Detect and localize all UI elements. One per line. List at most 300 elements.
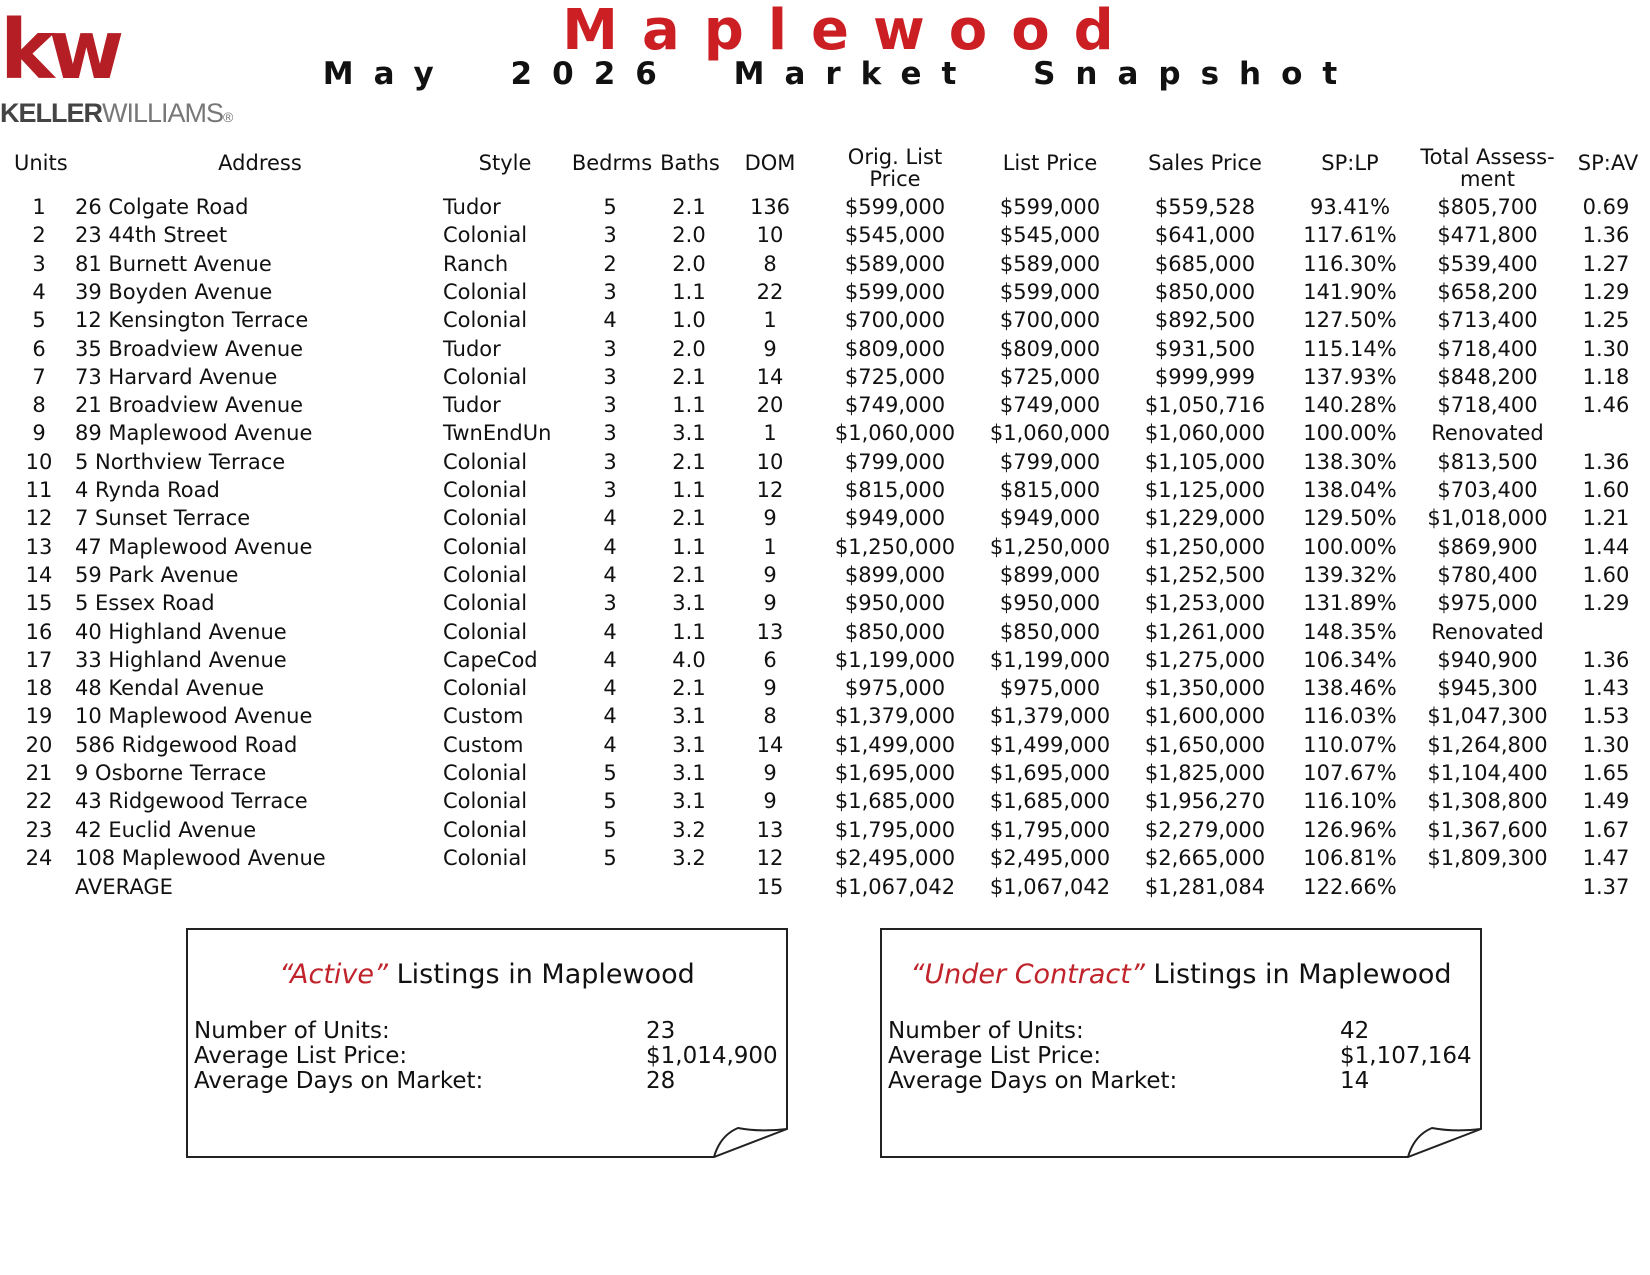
sp-av-cell: 1.30 [1582, 336, 1630, 361]
sp-lp-cell: 129.50% [1303, 506, 1397, 531]
sales-price-cell: $1,125,000 [1144, 478, 1266, 502]
under-contract-price-value: $1,107,164 [1340, 1043, 1472, 1069]
list-price-cell: $809,000 [999, 336, 1101, 361]
sales-price-cell: $2,665,000 [1144, 845, 1266, 870]
assessment-cell: Renovated [1431, 619, 1544, 644]
table-row [0, 504, 1650, 532]
col-header-assessment-line1: Total Assess- [1420, 145, 1555, 169]
style-cell: Colonial [443, 449, 528, 474]
orig-list-price-cell: $749,000 [844, 393, 946, 418]
sp-lp-cell: 116.03% [1303, 704, 1397, 729]
assessment-cell: $1,104,400 [1427, 761, 1548, 785]
orig-list-price-cell: $700,000 [844, 308, 946, 333]
sales-price-cell: $2,279,000 [1144, 817, 1266, 842]
table-row [0, 787, 1650, 815]
sales-price-cell: $1,350,000 [1144, 676, 1266, 701]
bedrooms-cell: 4 [603, 534, 617, 559]
style-cell: Colonial [443, 364, 528, 389]
style-cell: Colonial [443, 845, 528, 870]
average-sp-av: 1.37 [1582, 875, 1630, 899]
style-cell: Colonial [443, 761, 528, 785]
assessment-cell: $848,200 [1437, 364, 1538, 389]
kw-logo-mark: kw [0, 3, 119, 98]
unit-cell: 3 [32, 251, 46, 276]
table-row [0, 363, 1650, 391]
active-units-value: 23 [646, 1018, 676, 1044]
sales-price-cell: $1,105,000 [1144, 449, 1266, 474]
style-cell: Colonial [443, 308, 528, 333]
unit-cell: 11 [25, 478, 53, 502]
address-cell: 73 Harvard Avenue [75, 364, 278, 389]
baths-cell: 1.1 [672, 478, 706, 502]
table-row [0, 221, 1650, 249]
orig-list-price-cell: $599,000 [844, 195, 946, 219]
unit-cell: 4 [32, 279, 46, 304]
sp-lp-cell: 126.96% [1303, 817, 1397, 842]
orig-list-price-cell: $1,199,000 [834, 647, 956, 672]
baths-cell: 3.2 [672, 845, 706, 870]
sp-av-cell: 1.49 [1582, 789, 1630, 814]
table-row [0, 844, 1650, 872]
list-price-cell: $589,000 [999, 251, 1101, 276]
sales-price-cell: $931,500 [1154, 336, 1256, 361]
sp-lp-cell: 117.61% [1303, 223, 1397, 248]
sp-lp-cell: 107.67% [1303, 761, 1397, 785]
style-cell: Custom [443, 704, 524, 729]
list-price-cell: $975,000 [999, 676, 1101, 701]
orig-list-price-cell: $949,000 [844, 506, 946, 531]
list-price-cell: $950,000 [999, 591, 1101, 616]
table-row [0, 476, 1650, 504]
list-price-cell: $599,000 [999, 279, 1101, 304]
bedrooms-cell: 3 [603, 279, 617, 304]
dom-cell: 9 [763, 591, 777, 616]
assessment-cell: $471,800 [1437, 223, 1538, 248]
orig-list-price-cell: $1,250,000 [834, 534, 956, 559]
sales-price-cell: $559,528 [1154, 195, 1256, 219]
list-price-cell: $1,379,000 [989, 704, 1111, 729]
col-header-assessment-line2: ment [1460, 167, 1515, 191]
sales-price-cell: $1,250,000 [1144, 534, 1266, 559]
baths-cell: 2.1 [672, 449, 706, 474]
bedrooms-cell: 3 [603, 449, 617, 474]
sp-lp-cell: 138.46% [1303, 676, 1397, 701]
address-cell: 5 Essex Road [75, 591, 215, 616]
sp-lp-cell: 106.34% [1303, 647, 1397, 672]
orig-list-price-cell: $975,000 [844, 676, 946, 701]
assessment-cell: $658,200 [1437, 279, 1538, 304]
bedrooms-cell: 4 [603, 619, 617, 644]
under-contract-price-label: Average List Price: [888, 1043, 1102, 1069]
sp-av-cell: 1.65 [1582, 761, 1630, 785]
list-price-cell: $1,795,000 [989, 817, 1111, 842]
bedrooms-cell: 5 [603, 761, 617, 785]
assessment-cell: $780,400 [1437, 562, 1538, 587]
sp-av-cell: 1.29 [1582, 279, 1630, 304]
average-sale: $1,281,084 [1144, 875, 1266, 899]
active-title-highlight: “Active” [279, 959, 389, 990]
style-cell: Colonial [443, 478, 528, 502]
assessment-cell: $975,000 [1437, 591, 1538, 616]
table-row [0, 448, 1650, 476]
sales-price-cell: $999,999 [1154, 364, 1256, 389]
list-price-cell: $815,000 [999, 478, 1101, 502]
active-price-value: $1,014,900 [646, 1043, 778, 1069]
orig-list-price-cell: $1,379,000 [834, 704, 956, 729]
table-row [0, 306, 1650, 334]
unit-cell: 10 [25, 449, 53, 474]
unit-cell: 23 [25, 817, 53, 842]
table-row [0, 759, 1650, 787]
assessment-cell: $1,264,800 [1427, 732, 1548, 757]
unit-cell: 22 [25, 789, 53, 814]
unit-cell: 24 [25, 845, 53, 870]
address-cell: 12 Kensington Terrace [75, 308, 309, 333]
dom-cell: 9 [763, 676, 777, 701]
sales-price-cell: $850,000 [1154, 279, 1256, 304]
under-contract-card-title [880, 958, 1482, 992]
address-cell: 21 Broadview Avenue [75, 393, 304, 418]
style-cell: Ranch [443, 251, 509, 276]
baths-cell: 3.1 [672, 591, 706, 616]
bedrooms-cell: 3 [603, 478, 617, 502]
orig-list-price-cell: $950,000 [844, 591, 946, 616]
sp-av-cell: 1.27 [1582, 251, 1630, 276]
bedrooms-cell: 4 [603, 732, 617, 757]
unit-cell: 13 [25, 534, 53, 559]
page-title: Maplewood [562, 0, 1138, 63]
style-cell: Colonial [443, 676, 528, 701]
assessment-cell: $1,367,600 [1427, 817, 1548, 842]
assessment-cell: $945,300 [1437, 676, 1538, 701]
sales-price-cell: $1,253,000 [1144, 591, 1266, 616]
logo-trademark: ® [223, 109, 233, 125]
active-card-title [186, 958, 788, 992]
bedrooms-cell: 3 [603, 591, 617, 616]
active-title-rest: Listings in Maplewood [388, 959, 695, 990]
sp-lp-cell: 137.93% [1303, 364, 1397, 389]
unit-cell: 20 [25, 732, 53, 757]
baths-cell: 1.1 [672, 534, 706, 559]
sp-lp-cell: 139.32% [1303, 562, 1397, 587]
sp-lp-cell: 138.04% [1303, 478, 1397, 502]
sp-av-cell: 1.46 [1582, 393, 1630, 418]
baths-cell: 3.2 [672, 817, 706, 842]
address-cell: 5 Northview Terrace [75, 449, 286, 474]
orig-list-price-cell: $1,060,000 [834, 421, 956, 446]
dom-cell: 9 [763, 336, 777, 361]
style-cell: Tudor [443, 393, 501, 418]
dom-cell: 14 [756, 364, 784, 389]
address-cell: 39 Boyden Avenue [75, 279, 273, 304]
col-header-orig-list-price [815, 146, 975, 190]
baths-cell: 1.1 [672, 619, 706, 644]
bedrooms-cell: 3 [603, 364, 617, 389]
address-cell: 35 Broadview Avenue [75, 336, 304, 361]
col-header-list-price: List Price [1002, 151, 1098, 175]
sp-av-cell: 1.60 [1582, 562, 1630, 587]
bedrooms-cell: 4 [603, 676, 617, 701]
bedrooms-cell: 5 [603, 195, 617, 219]
table-row [0, 533, 1650, 561]
dom-cell: 136 [749, 195, 791, 219]
assessment-cell: Renovated [1431, 421, 1544, 446]
orig-list-price-cell: $809,000 [844, 336, 946, 361]
bedrooms-cell: 4 [603, 506, 617, 531]
dom-cell: 9 [763, 506, 777, 531]
baths-cell: 2.1 [672, 195, 706, 219]
sp-lp-cell: 100.00% [1303, 534, 1397, 559]
assessment-cell: $1,809,300 [1427, 845, 1548, 870]
table-row [0, 589, 1650, 617]
col-header-baths: Baths [660, 151, 720, 175]
table-row [0, 335, 1650, 363]
dom-cell: 10 [756, 223, 784, 248]
address-cell: 10 Maplewood Avenue [75, 704, 313, 729]
sp-av-cell: 1.36 [1582, 449, 1630, 474]
list-price-cell: $725,000 [999, 364, 1101, 389]
sp-lp-cell: 127.50% [1303, 308, 1397, 333]
average-sp-lp: 122.66% [1303, 875, 1397, 899]
assessment-cell: $1,018,000 [1427, 506, 1548, 531]
dom-cell: 8 [763, 704, 777, 729]
sales-price-cell: $1,956,270 [1144, 789, 1266, 814]
address-cell: 89 Maplewood Avenue [75, 421, 313, 446]
sales-price-cell: $1,252,500 [1144, 562, 1266, 587]
assessment-cell: $869,900 [1437, 534, 1538, 559]
baths-cell: 3.1 [672, 761, 706, 785]
logo-wordmark-bold: KELLER [0, 98, 102, 128]
sales-price-cell: $1,650,000 [1144, 732, 1266, 757]
sp-lp-cell: 106.81% [1303, 845, 1397, 870]
bedrooms-cell: 5 [603, 845, 617, 870]
unit-cell: 19 [25, 704, 53, 729]
under-contract-title-rest: Listings in Maplewood [1144, 959, 1452, 990]
under-contract-dom-value: 14 [1340, 1068, 1370, 1094]
baths-cell: 3.1 [672, 732, 706, 757]
under-contract-units-value: 42 [1340, 1018, 1370, 1044]
sales-price-cell: $1,229,000 [1144, 506, 1266, 531]
address-cell: 47 Maplewood Avenue [75, 534, 313, 559]
sales-price-cell: $1,050,716 [1144, 393, 1266, 418]
bedrooms-cell: 3 [603, 336, 617, 361]
unit-cell: 18 [25, 676, 53, 701]
sales-price-cell: $641,000 [1154, 223, 1256, 248]
baths-cell: 3.1 [672, 421, 706, 446]
col-header-dom: DOM [744, 151, 796, 175]
under-contract-listings-card [880, 928, 1482, 1158]
sp-lp-cell: 116.30% [1303, 251, 1397, 276]
col-header-orig-list-line1: Orig. List [847, 145, 943, 169]
bedrooms-cell: 5 [603, 817, 617, 842]
list-price-cell: $749,000 [999, 393, 1101, 418]
list-price-cell: $1,685,000 [989, 789, 1111, 814]
list-price-cell: $2,495,000 [989, 845, 1111, 870]
sp-av-cell: 1.25 [1582, 308, 1630, 333]
sp-av-cell: 0.69 [1582, 195, 1630, 219]
table-row [0, 391, 1650, 419]
sales-price-cell: $685,000 [1154, 251, 1256, 276]
unit-cell: 6 [32, 336, 46, 361]
address-cell: 42 Euclid Avenue [75, 817, 257, 842]
baths-cell: 2.0 [672, 251, 706, 276]
average-row [0, 873, 1650, 901]
address-cell: 9 Osborne Terrace [75, 761, 267, 785]
list-price-cell: $599,000 [999, 195, 1101, 219]
dom-cell: 22 [756, 279, 784, 304]
table-row [0, 731, 1650, 759]
bedrooms-cell: 4 [603, 704, 617, 729]
active-listings-card [186, 928, 788, 1158]
list-price-cell: $1,250,000 [989, 534, 1111, 559]
address-cell: 7 Sunset Terrace [75, 506, 251, 531]
active-dom-value: 28 [646, 1068, 676, 1094]
style-cell: Colonial [443, 591, 528, 616]
sp-lp-cell: 148.35% [1303, 619, 1397, 644]
col-header-sales-price: Sales Price [1148, 151, 1262, 175]
dom-cell: 1 [763, 308, 777, 333]
dom-cell: 12 [756, 478, 784, 502]
col-header-units: Units [14, 151, 68, 175]
table-row [0, 618, 1650, 646]
address-cell: 108 Maplewood Avenue [75, 845, 326, 870]
bedrooms-cell: 3 [603, 223, 617, 248]
baths-cell: 2.1 [672, 506, 706, 531]
dom-cell: 1 [763, 421, 777, 446]
page-subtitle: May 2026 Market Snapshot [322, 56, 1358, 92]
assessment-cell: $1,047,300 [1427, 704, 1548, 729]
sales-price-cell: $1,275,000 [1144, 647, 1266, 672]
bedrooms-cell: 4 [603, 562, 617, 587]
assessment-cell: $539,400 [1437, 251, 1538, 276]
style-cell: Colonial [443, 562, 528, 587]
style-cell: Colonial [443, 817, 528, 842]
sp-av-cell: 1.67 [1582, 817, 1630, 842]
dom-cell: 1 [763, 534, 777, 559]
active-dom-label: Average Days on Market: [194, 1068, 484, 1094]
orig-list-price-cell: $725,000 [844, 364, 946, 389]
sp-lp-cell: 110.07% [1303, 732, 1397, 757]
orig-list-price-cell: $2,495,000 [834, 845, 956, 870]
dom-cell: 13 [756, 817, 784, 842]
col-header-sp-lp: SP:LP [1321, 151, 1379, 175]
sp-lp-cell: 141.90% [1303, 279, 1397, 304]
sp-lp-cell: 116.10% [1303, 789, 1397, 814]
unit-cell: 5 [32, 308, 46, 333]
list-price-cell: $700,000 [999, 308, 1101, 333]
sp-lp-cell: 138.30% [1303, 449, 1397, 474]
table-row [0, 816, 1650, 844]
style-cell: Colonial [443, 506, 528, 531]
orig-list-price-cell: $1,695,000 [834, 761, 956, 785]
assessment-cell: $703,400 [1437, 478, 1538, 502]
table-row [0, 419, 1650, 447]
style-cell: Colonial [443, 619, 528, 644]
sales-price-cell: $892,500 [1154, 308, 1256, 333]
list-price-cell: $899,000 [999, 562, 1101, 587]
baths-cell: 2.1 [672, 562, 706, 587]
bedrooms-cell: 2 [603, 251, 617, 276]
table-row [0, 646, 1650, 674]
assessment-cell: $718,400 [1437, 336, 1538, 361]
assessment-cell: $718,400 [1437, 393, 1538, 418]
sp-av-cell: 1.36 [1582, 223, 1630, 248]
unit-cell: 12 [25, 506, 53, 531]
address-cell: 26 Colgate Road [75, 195, 249, 219]
style-cell: Tudor [443, 195, 501, 219]
baths-cell: 2.1 [672, 676, 706, 701]
sp-lp-cell: 93.41% [1309, 195, 1391, 219]
list-price-cell: $949,000 [999, 506, 1101, 531]
baths-cell: 1.1 [672, 393, 706, 418]
baths-cell: 4.0 [672, 647, 706, 672]
bedrooms-cell: 5 [603, 789, 617, 814]
assessment-cell: $813,500 [1437, 449, 1538, 474]
address-cell: 81 Burnett Avenue [75, 251, 272, 276]
unit-cell: 9 [32, 421, 46, 446]
dom-cell: 8 [763, 251, 777, 276]
style-cell: TwnEndUn [443, 421, 552, 446]
orig-list-price-cell: $850,000 [844, 619, 946, 644]
baths-cell: 2.1 [672, 364, 706, 389]
average-label: AVERAGE [75, 875, 173, 899]
address-cell: 48 Kendal Avenue [75, 676, 265, 701]
bedrooms-cell: 3 [603, 393, 617, 418]
orig-list-price-cell: $545,000 [844, 223, 946, 248]
address-cell: 4 Rynda Road [75, 478, 220, 502]
table-row [0, 702, 1650, 730]
dom-cell: 10 [756, 449, 784, 474]
sp-av-cell: 1.30 [1582, 732, 1630, 757]
list-price-cell: $1,199,000 [989, 647, 1111, 672]
sp-lp-cell: 100.00% [1303, 421, 1397, 446]
col-header-bedrooms: Bedrms [571, 151, 653, 175]
baths-cell: 1.1 [672, 279, 706, 304]
dom-cell: 14 [756, 732, 784, 757]
unit-cell: 1 [32, 195, 46, 219]
style-cell: Colonial [443, 279, 528, 304]
list-price-cell: $545,000 [999, 223, 1101, 248]
address-cell: 23 44th Street [75, 223, 228, 248]
unit-cell: 8 [32, 393, 46, 418]
sp-av-cell: 1.43 [1582, 676, 1630, 701]
baths-cell: 2.0 [672, 336, 706, 361]
assessment-cell: $1,308,800 [1427, 789, 1548, 814]
list-price-cell: $1,499,000 [989, 732, 1111, 757]
average-dom: 15 [756, 875, 784, 899]
style-cell: Colonial [443, 223, 528, 248]
orig-list-price-cell: $1,795,000 [834, 817, 956, 842]
assessment-cell: $940,900 [1437, 647, 1538, 672]
sp-av-cell: 1.47 [1582, 845, 1630, 870]
table-row [0, 193, 1650, 221]
average-orig-list: $1,067,042 [834, 875, 956, 899]
style-cell: Custom [443, 732, 524, 757]
unit-cell: 21 [25, 761, 53, 785]
unit-cell: 14 [25, 562, 53, 587]
table-row [0, 561, 1650, 589]
address-cell: 43 Ridgewood Terrace [75, 789, 308, 814]
list-price-cell: $850,000 [999, 619, 1101, 644]
address-cell: 59 Park Avenue [75, 562, 239, 587]
sales-price-cell: $1,261,000 [1144, 619, 1266, 644]
dom-cell: 20 [756, 393, 784, 418]
baths-cell: 3.1 [672, 789, 706, 814]
sp-lp-cell: 131.89% [1303, 591, 1397, 616]
unit-cell: 15 [25, 591, 53, 616]
orig-list-price-cell: $599,000 [844, 279, 946, 304]
sales-price-cell: $1,600,000 [1144, 704, 1266, 729]
